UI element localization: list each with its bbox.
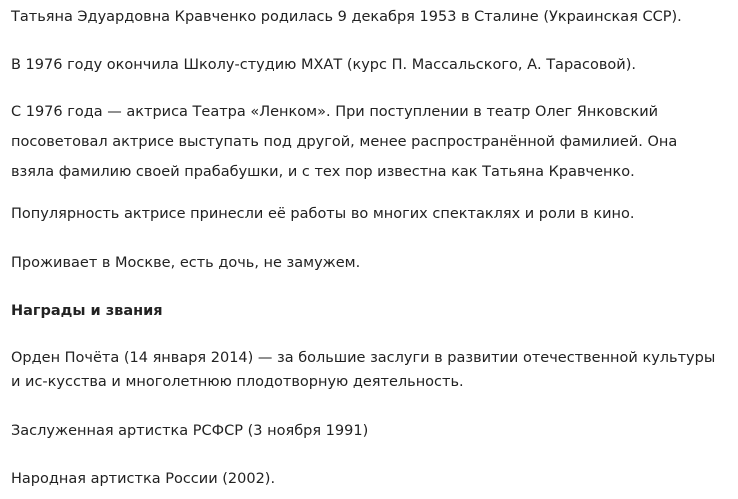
bio-paragraph-theatre: С 1976 года — актриса Театра «Ленком». При поступлении в театр Олег Янковский посоветовал актрисе выступать под другой, менее распространённой фамилией. Она взяла фамилию своей прабабушки, и с тех пор известна как Татьяна Кравченко.: [11, 104, 678, 180]
award-item-peoples-artist: Народная артистка России (2002).: [11, 471, 276, 487]
award-item-honoured-artist: Заслуженная артистка РСФСР (3 ноября 1991): [11, 423, 369, 439]
awards-heading: Награды и звания: [11, 303, 163, 319]
award-item-order-of-honour: Орден Почёта (14 января 2014) — за большие заслуги в развитии отечественной культуры и ис-кусства и многолетнюю плодотворную деятельность.: [11, 350, 716, 390]
bio-paragraph-education: В 1976 году окончила Школу-студию МХАТ (курс П. Массальского, А. Тарасовой).: [11, 57, 636, 73]
bio-paragraph-popularity: Популярность актрисе принесли её работы во многих спектаклях и роли в кино.: [11, 206, 635, 222]
bio-paragraph-birth: Татьяна Эдуардовна Кравченко родилась 9 декабря 1953 в Сталине (Украинская ССР).: [11, 9, 682, 25]
bio-paragraph-personal: Проживает в Москве, есть дочь, не замужем.: [11, 255, 361, 271]
